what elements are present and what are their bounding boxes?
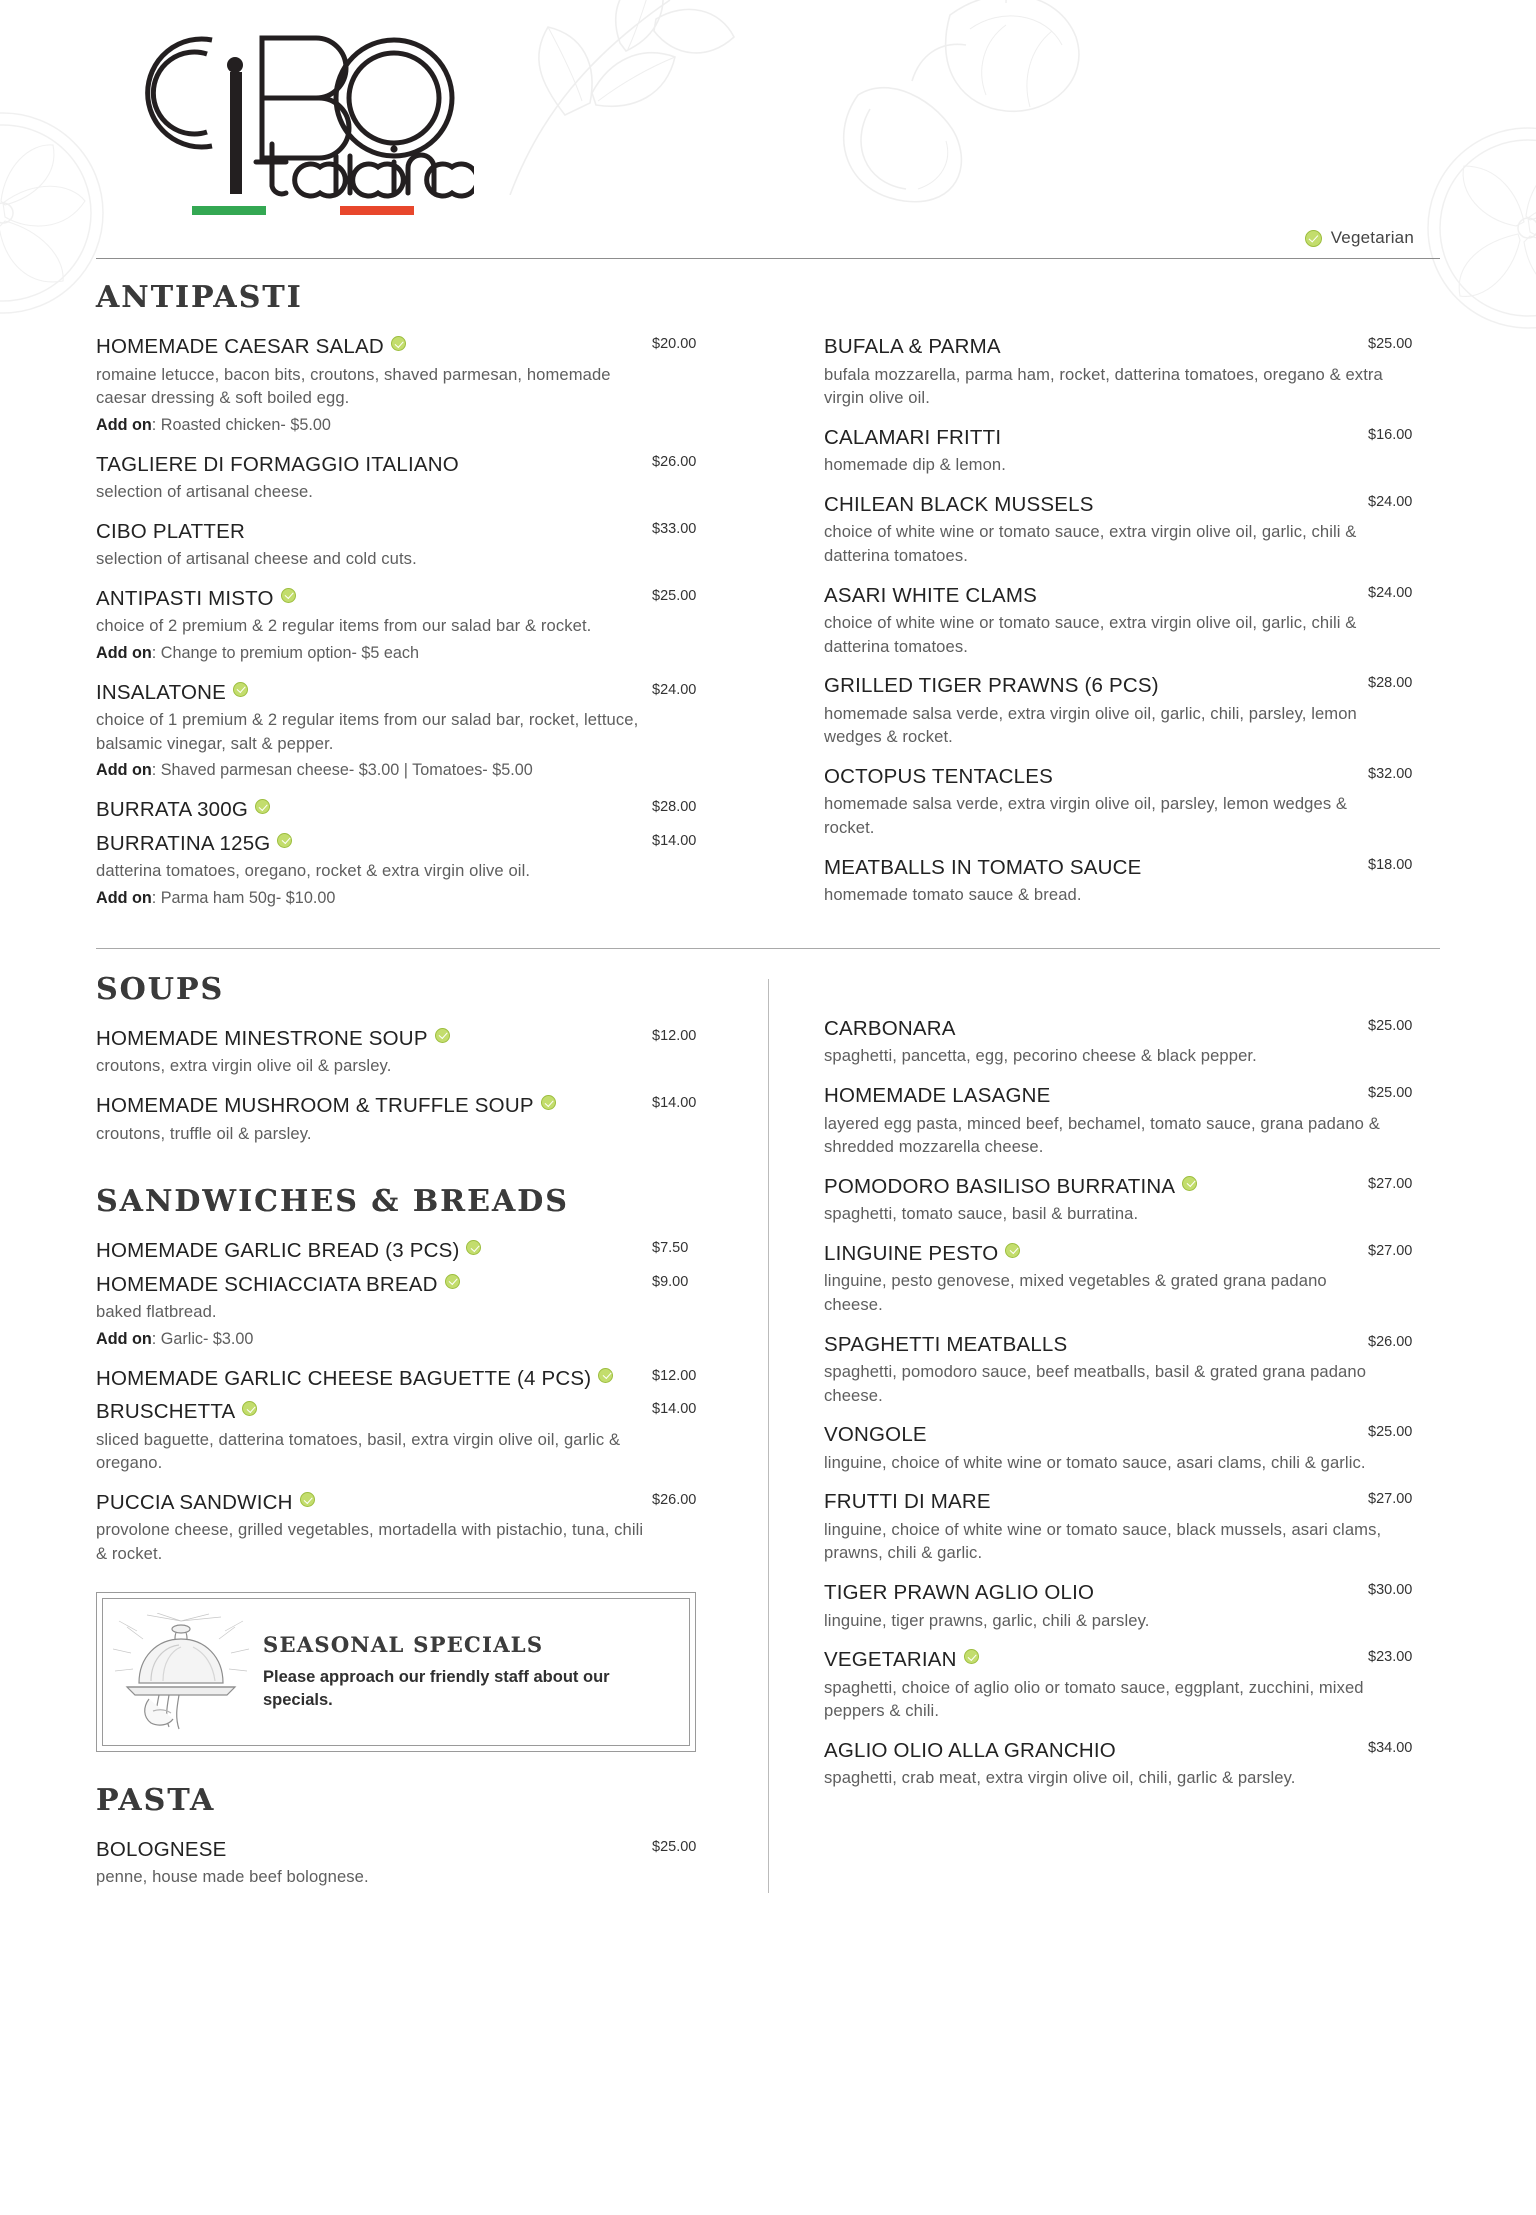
menu-item-row — [96, 1400, 724, 1424]
menu-item-row — [96, 335, 724, 359]
vegetarian-check-icon — [242, 1401, 257, 1416]
menu-item — [824, 1490, 1440, 1565]
menu-item — [96, 681, 724, 783]
menu-item-name: HOMEMADE CAESAR SALAD — [96, 335, 640, 359]
menu-item-addon-value: Shaved parmesan cheese- $3.00 | Tomatoes- $5.00 — [160, 761, 533, 780]
antipasti-left-column — [96, 335, 768, 926]
menu-item-row — [824, 1175, 1440, 1199]
menu-item-name: POMODORO BASILISO BURRATINA — [824, 1175, 1356, 1199]
menu-item-row — [824, 765, 1440, 789]
menu-header — [96, 0, 1440, 250]
menu-item-addon-value: Garlic- $3.00 — [160, 1329, 254, 1348]
menu-item-row — [824, 1333, 1440, 1357]
menu-item-description: linguine, choice of white wine or tomato sauce, black mussels, asari clams, prawns, chili & garlic. — [824, 1519, 1382, 1563]
menu-item — [96, 798, 724, 822]
menu-item-row — [824, 1242, 1440, 1266]
menu-item-description: bufala mozzarella, parma ham, rocket, datterina tomatoes, oregano & extra virgin olive oil. — [824, 364, 1383, 408]
menu-item — [96, 832, 724, 910]
menu-item-row — [96, 798, 724, 822]
menu-item-description: homemade salsa verde, extra virgin olive oil, garlic, chili, parsley, lemon wedges & rocket. — [824, 703, 1357, 747]
menu-item-name: ASARI WHITE CLAMS — [824, 583, 1037, 607]
vegetarian-check-icon — [1305, 230, 1322, 247]
menu-item — [824, 584, 1440, 659]
menu-item-description: croutons, extra virgin olive oil & parsley. — [96, 1056, 392, 1076]
menu-item-price: $7.50 — [652, 1240, 689, 1257]
menu-item-description: selection of artisanal cheese. — [96, 482, 314, 502]
menu-item-price: $23.00 — [1368, 1649, 1413, 1666]
menu-item-row — [96, 1367, 724, 1391]
antipasti-columns — [96, 335, 1440, 926]
menu-item — [824, 1423, 1440, 1474]
vegetarian-check-icon — [466, 1240, 481, 1255]
menu-item-row — [824, 1490, 1440, 1514]
seasonal-specials-box — [96, 1592, 696, 1752]
menu-item-name: FRUTTI DI MARE — [824, 1490, 991, 1514]
menu-item-addon: Add on: Roasted chicken- $5.00 — [96, 415, 331, 434]
menu-item-price: $14.00 — [652, 1401, 697, 1418]
vegetarian-check-icon — [300, 1492, 315, 1507]
menu-item-name: HOMEMADE SCHIACCIATA BREAD — [96, 1273, 640, 1297]
menu-item — [96, 520, 724, 571]
menu-item-row — [824, 493, 1440, 517]
menu-item-addon-value: Change to premium option- $5 each — [160, 643, 420, 662]
menu-item-description: baked flatbread. — [96, 1302, 217, 1322]
menu-item-name: INSALATONE — [96, 681, 640, 705]
cloche-platter-icon — [113, 1613, 249, 1731]
menu-item-row — [96, 1491, 724, 1515]
menu-item-description: linguine, tiger prawns, garlic, chili & parsley. — [824, 1610, 1150, 1630]
menu-item-name: MEATBALLS IN TOMATO SAUCE — [824, 855, 1142, 879]
menu-item-name: ANTIPASTI MISTO — [96, 587, 640, 611]
menu-item — [824, 1175, 1440, 1226]
menu-item — [96, 1838, 724, 1889]
menu-item-description: layered egg pasta, minced beef, bechamel, tomato sauce, grana padano & shredded mozzarella cheese. — [824, 1113, 1380, 1157]
menu-item-price: $12.00 — [652, 1027, 697, 1044]
menu-item — [96, 1239, 724, 1263]
menu-item-price: $26.00 — [652, 1491, 697, 1508]
menu-item-price: $26.00 — [1368, 1333, 1413, 1350]
menu-item-row — [96, 681, 724, 705]
menu-item-row — [96, 832, 724, 856]
menu-item-row — [824, 1739, 1440, 1763]
menu-item-description: spaghetti, tomato sauce, basil & burratina. — [824, 1204, 1139, 1224]
menu-item-description: datterina tomatoes, oregano, rocket & extra virgin olive oil. — [96, 861, 531, 881]
lower-left-column — [96, 971, 768, 1905]
menu-item-name: BURRATA 300G — [96, 798, 640, 822]
menu-item-row — [96, 1027, 724, 1051]
menu-item-name: HOMEMADE LASAGNE — [824, 1084, 1051, 1107]
section-heading-pasta: PASTA — [96, 1782, 216, 1818]
menu-item-addon-label: Add on — [96, 643, 152, 662]
cibo-italiano-logo — [104, 10, 474, 245]
section-heading-soups: SOUPS — [96, 971, 225, 1007]
vegetarian-legend — [1305, 228, 1414, 248]
menu-item — [824, 335, 1440, 410]
menu-item-row — [96, 520, 724, 544]
menu-item-description: spaghetti, pancetta, egg, pecorino cheese & black pepper. — [824, 1046, 1257, 1066]
menu-item — [96, 587, 724, 665]
vegetarian-check-icon — [964, 1649, 979, 1664]
menu-item-addon-value: Parma ham 50g- $10.00 — [160, 889, 336, 908]
menu-item-name: CIBO PLATTER — [96, 519, 245, 543]
menu-item-price: $14.00 — [652, 832, 697, 849]
vegetarian-check-icon — [1182, 1176, 1197, 1191]
menu-item-name: SPAGHETTI MEATBALLS — [824, 1332, 1068, 1356]
menu-item-price: $16.00 — [1368, 426, 1413, 443]
menu-item-description: homemade salsa verde, extra virgin olive oil, parsley, lemon wedges & rocket. — [824, 794, 1348, 837]
menu-item-name: HOMEMADE MUSHROOM & TRUFFLE SOUP — [96, 1094, 640, 1118]
menu-item-row — [96, 587, 724, 611]
vegetarian-check-icon — [598, 1368, 613, 1383]
vegetarian-check-icon — [391, 336, 406, 351]
menu-item — [96, 1273, 724, 1351]
menu-item-addon: Add on: Parma ham 50g- $10.00 — [96, 889, 336, 908]
menu-item-price: $25.00 — [652, 587, 697, 604]
menu-item-row — [824, 856, 1440, 880]
menu-item-name: PUCCIA SANDWICH — [96, 1491, 640, 1515]
vegetarian-check-icon — [281, 588, 296, 603]
menu-item-name: TIGER PRAWN AGLIO OLIO — [824, 1581, 1095, 1604]
menu-item-price: $9.00 — [652, 1273, 689, 1290]
column-divider — [768, 979, 769, 1893]
menu-item-row — [824, 674, 1440, 698]
menu-item-price: $28.00 — [652, 799, 697, 816]
menu-item-price: $18.00 — [1368, 856, 1413, 873]
menu-item-price: $27.00 — [1368, 1491, 1413, 1508]
menu-item-row — [96, 1273, 724, 1297]
soups-list — [96, 1027, 724, 1145]
vegetarian-check-icon — [541, 1095, 556, 1110]
menu-item-description: linguine, choice of white wine or tomato sauce, asari clams, chili & garlic. — [824, 1452, 1366, 1472]
vegetarian-legend-label: Vegetarian — [1330, 228, 1414, 247]
antipasti-soups-divider — [96, 948, 1440, 949]
menu-item — [824, 1648, 1440, 1723]
menu-item-description: spaghetti, choice of aglio olio or tomato sauce, eggplant, zucchini, mixed peppers & chili. — [824, 1677, 1364, 1721]
menu-item — [96, 453, 724, 504]
menu-item-price: $25.00 — [1368, 1424, 1413, 1441]
menu-item-price: $12.00 — [652, 1367, 697, 1384]
menu-item-description: choice of white wine or tomato sauce, extra virgin olive oil, garlic, chili & datterina tomatoes. — [824, 522, 1357, 565]
menu-item-name: TAGLIERE DI FORMAGGIO ITALIANO — [96, 452, 459, 476]
menu-item — [824, 1084, 1440, 1159]
menu-item-price: $24.00 — [1368, 584, 1413, 601]
menu-item-name: VEGETARIAN — [824, 1648, 1356, 1672]
menu-item-row — [96, 1239, 724, 1263]
menu-item-name: BOLOGNESE — [96, 1837, 227, 1861]
menu-item-row — [824, 1084, 1440, 1108]
menu-item-description: spaghetti, crab meat, extra virgin olive oil, chili, garlic & parsley. — [824, 1768, 1296, 1788]
menu-item-price: $26.00 — [652, 453, 697, 470]
menu-item-price: $34.00 — [1368, 1739, 1413, 1756]
menu-item-description: choice of 2 premium & 2 regular items from our salad bar & rocket. — [96, 616, 592, 636]
menu-item-row — [824, 1423, 1440, 1447]
menu-item — [824, 765, 1440, 840]
menu-item-name: GRILLED TIGER PRAWNS (6 PCS) — [824, 674, 1159, 698]
menu-item — [96, 1491, 724, 1566]
menu-item-addon-value: Roasted chicken- $5.00 — [160, 415, 331, 434]
menu-item-name: CARBONARA — [824, 1016, 956, 1040]
menu-item-row — [824, 1581, 1440, 1605]
menu-item-name: OCTOPUS TENTACLES — [824, 764, 1053, 788]
menu-item-price: $25.00 — [1368, 1085, 1413, 1101]
menu-item-addon: Add on: Shaved parmesan cheese- $3.00 | Tomatoes- $5.00 — [96, 761, 533, 780]
menu-item-price: $30.00 — [1368, 1582, 1413, 1598]
menu-item-addon-label: Add on — [96, 761, 152, 780]
menu-item-price: $25.00 — [652, 1838, 697, 1855]
menu-item-description: penne, house made beef bolognese. — [96, 1867, 369, 1887]
menu-item-addon-label: Add on — [96, 889, 152, 908]
seasonal-specials-title: SEASONAL SPECIALS — [263, 1632, 544, 1658]
menu-item-addon-label: Add on — [96, 1329, 152, 1348]
menu-item-price: $27.00 — [1368, 1242, 1413, 1259]
menu-item-name: HOMEMADE MINESTRONE SOUP — [96, 1027, 640, 1051]
menu-item-row — [824, 584, 1440, 608]
lower-right-column — [768, 975, 1440, 1905]
sandwiches-list — [96, 1239, 724, 1565]
menu-item — [824, 493, 1440, 568]
menu-item-name: CHILEAN BLACK MUSSELS — [824, 492, 1094, 516]
menu-item — [824, 1017, 1440, 1068]
menu-item — [96, 1027, 724, 1078]
menu-item-description: homemade tomato sauce & bread. — [824, 885, 1082, 905]
menu-item — [96, 335, 724, 437]
menu-item-name: BUFALA & PARMA — [824, 335, 1001, 358]
menu-item-name: BRUSCHETTA — [96, 1400, 640, 1424]
menu-item-name: AGLIO OLIO ALLA GRANCHIO — [824, 1738, 1116, 1762]
menu-item-description: linguine, pesto genovese, mixed vegetables & grated grana padano cheese. — [824, 1271, 1327, 1314]
menu-item-addon: Add on: Garlic- $3.00 — [96, 1329, 254, 1348]
menu-item-price: $24.00 — [652, 681, 697, 698]
antipasti-right-column — [768, 335, 1440, 926]
section-heading-sandwiches: SANDWICHES & BREADS — [96, 1184, 569, 1220]
pasta-left-list — [96, 1838, 724, 1889]
menu-item-description: choice of 1 premium & 2 regular items from our salad bar, rocket, lettuce, balsamic vinegar, salt & pepper. — [96, 710, 639, 753]
vegetarian-check-icon — [435, 1028, 450, 1043]
menu-item-price: $33.00 — [652, 520, 697, 537]
menu-item — [824, 1739, 1440, 1790]
vegetarian-check-icon — [233, 682, 248, 697]
menu-item-price: $27.00 — [1368, 1175, 1413, 1192]
menu-item-description: croutons, truffle oil & parsley. — [96, 1123, 312, 1143]
menu-item-name: BURRATINA 125G — [96, 832, 640, 856]
menu-item-description: choice of white wine or tomato sauce, extra virgin olive oil, garlic, chili & datterina tomatoes. — [824, 613, 1357, 656]
seasonal-specials-text — [263, 1632, 671, 1711]
menu-item-row — [96, 1094, 724, 1118]
menu-item-price: $14.00 — [652, 1095, 697, 1111]
menu-item-name: VONGOLE — [824, 1423, 927, 1447]
menu-item — [824, 674, 1440, 749]
menu-item-row — [824, 1017, 1440, 1041]
menu-item-addon-label: Add on — [96, 415, 152, 434]
menu-item — [824, 1581, 1440, 1632]
menu-item-row — [96, 1838, 724, 1862]
menu-item-description: spaghetti, pomodoro sauce, beef meatballs, basil & grated grana padano cheese. — [824, 1362, 1367, 1405]
menu-item — [824, 856, 1440, 907]
menu-item-description: selection of artisanal cheese and cold cuts. — [96, 549, 417, 569]
menu-item-description: romaine letucce, bacon bits, croutons, shaved parmesan, homemade caesar dressing & soft boiled egg. — [96, 364, 611, 408]
menu-item-price: $25.00 — [1368, 1017, 1413, 1034]
menu-item — [824, 1242, 1440, 1317]
menu-item-row — [824, 1648, 1440, 1672]
section-heading-antipasti: ANTIPASTI — [96, 280, 303, 315]
lower-sections — [96, 971, 1440, 1905]
seasonal-specials-body: Please approach our friendly staff about our specials. — [263, 1668, 610, 1709]
vegetarian-check-icon — [255, 799, 270, 814]
menu-item-name: CALAMARI FRITTI — [824, 425, 1002, 449]
menu-item-row — [96, 453, 724, 477]
menu-item — [96, 1400, 724, 1475]
header-divider — [96, 258, 1440, 259]
menu-item-description: sliced baguette, datterina tomatoes, basil, extra virgin olive oil, garlic & oregano. — [96, 1429, 621, 1473]
menu-item-row — [824, 335, 1440, 359]
menu-item — [824, 426, 1440, 477]
menu-item-price: $32.00 — [1368, 765, 1413, 782]
menu-item — [96, 1094, 724, 1145]
menu-item — [824, 1333, 1440, 1408]
pasta-right-list — [824, 1017, 1440, 1790]
menu-item-row — [824, 426, 1440, 450]
menu-item — [96, 1367, 724, 1391]
menu-item-name: LINGUINE PESTO — [824, 1242, 1356, 1266]
menu-item-price: $24.00 — [1368, 493, 1413, 510]
menu-item-price: $20.00 — [652, 336, 697, 352]
menu-item-addon: Add on: Change to premium option- $5 each — [96, 643, 420, 662]
menu-item-price: $25.00 — [1368, 336, 1413, 352]
menu-item-price: $28.00 — [1368, 675, 1413, 692]
menu-item-description: homemade dip & lemon. — [824, 455, 1006, 475]
vegetarian-check-icon — [1005, 1243, 1020, 1258]
seasonal-specials-inner — [102, 1598, 690, 1746]
menu-item-name: HOMEMADE GARLIC BREAD (3 PCS) — [96, 1239, 640, 1263]
vegetarian-check-icon — [277, 833, 292, 848]
menu-item-name: HOMEMADE GARLIC CHEESE BAGUETTE (4 PCS) — [96, 1367, 640, 1391]
menu-item-description: provolone cheese, grilled vegetables, mortadella with pistachio, tuna, chili & rocket. — [96, 1520, 644, 1564]
vegetarian-check-icon — [445, 1274, 460, 1289]
